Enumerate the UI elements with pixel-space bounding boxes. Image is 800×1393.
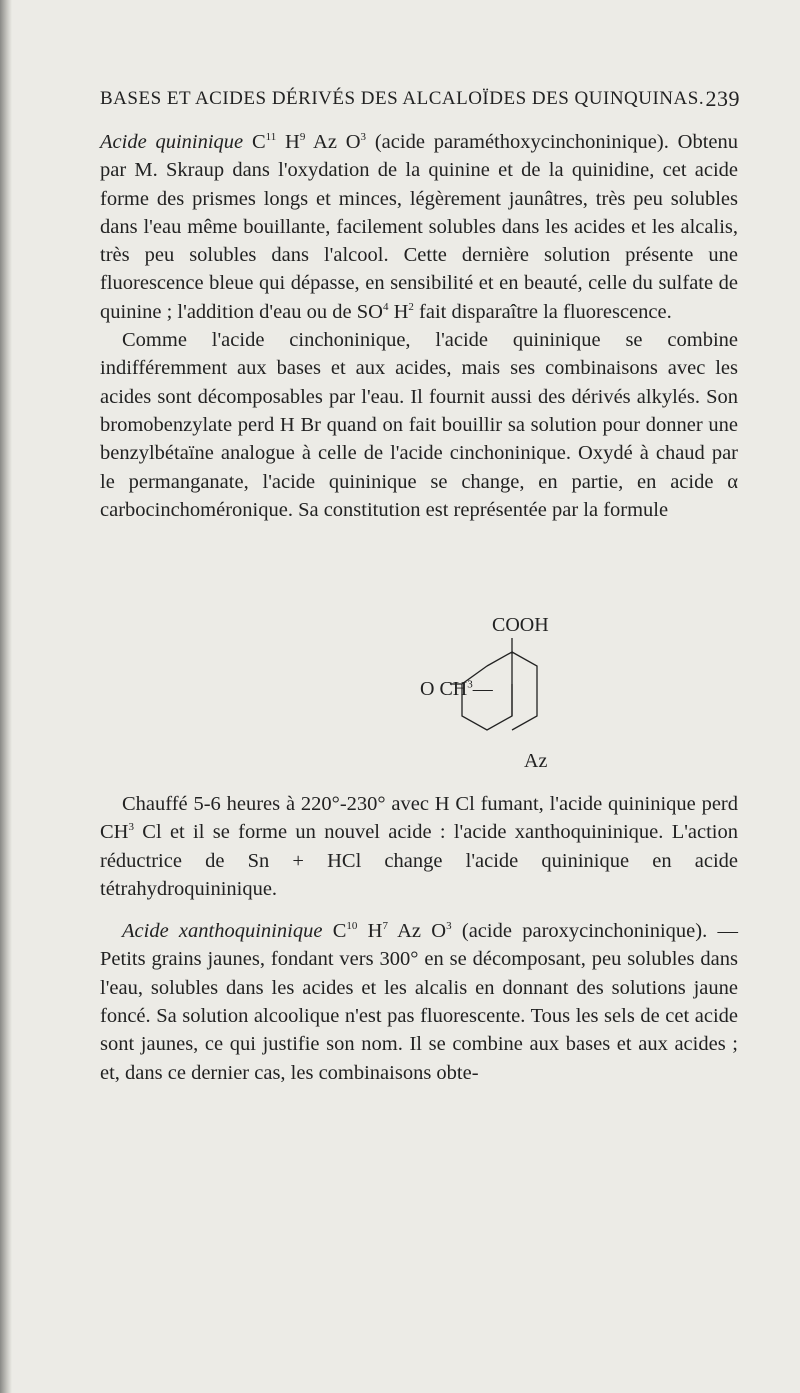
page-number: 239 <box>705 86 740 111</box>
methoxy-label: O $CH^3—$ <box>420 678 493 700</box>
running-header <box>100 88 740 110</box>
compound-name: Acide quininique <box>100 131 244 153</box>
cooh-label: COOH <box>492 614 549 636</box>
paragraph-text: Obtenu par M. Skraup dans l'oxydation de la quinine et de la quinidine, cet acide forme des prismes longs et minces, légèrement jaunâtres, très peu solubles dans l'eau même bouillante, facilement solubles dans les acides et les alcalis, très peu solubles dans l'alcool. Cette dernière solution présente une fluorescence bleue qui dépasse, en sensibilité et en beauté, celle du sulfate de quinine ; l'addition d'eau ou de SO <box>100 131 739 323</box>
molecular-formula: $C^{11}$ $H^9$ Az $O^3$ <box>251 131 367 153</box>
compound-name-2: Acide xanthoquininique <box>122 920 323 943</box>
section-continuation <box>100 790 738 1087</box>
molecular-formula-2: $C^{10}$ $H^7$ Az $O^3$ <box>332 920 452 943</box>
paragraph-xanthoquininique: Acide xanthoquininique $C^{10}$ $H^7$ Az $O^3$ (acide paroxycinchoninique). — Petits grains jaunes, fondant vers 300° en se décomposant, peu solubles dans l'eau, solubles dans les acides et les alcalis en donnant des solutions jaune foncé. Sa solution alcoolique n'est pas fluorescente. Tous les sels de cet acide sont jaunes, ce qui justifie son nom. Il se combine aux bases et aux acides ; et, dans ce dernier cas, les combinaisons obte- <box>100 920 738 1084</box>
page-binding-edge <box>0 0 12 1393</box>
running-title: BASES ET ACIDES DÉRIVÉS DES ALCALOÏDES DES QUINQUINAS. <box>100 88 705 109</box>
paragraph-heating: Chauffé 5-6 heures à 220°-230° avec H Cl fumant, l'acide quininique perd $CH^3$ Cl et il se forme un nouvel acide : l'acide xanthoquininique. L'action réductrice de Sn + HCl change l'acide quininique en acide tétrahydroquininique. <box>100 793 738 900</box>
structural-formula <box>420 614 620 784</box>
paragraph-combination: Comme l'acide cinchoninique, l'acide quininique se combine indifféremment aux bases et aux acides, mais ses combinaisons avec les acides sont décomposables par l'eau. Il fournit aussi des dérivés alkylés. Son bromobenzylate perd H Br quand on fait bouillir sa solution pour donner une benzylbétaïne analogue à celle de l'acide cinchoninique. Oxydé à chaud par le permanganate, l'acide quininique se change, en partie, en acide α carbocinchoméronique. Sa constitution est représentée par la formule <box>100 329 738 521</box>
section-acide-quininique <box>100 128 738 524</box>
nitrogen-label: Az <box>524 750 548 772</box>
paragraph-intro: Acide quininique $C^{11}$ $H^9$ Az $O^3$ (acide paraméthoxycinchoninique). Obtenu par M. Skraup dans l'oxydation de la quinine et de la quinidine, cet acide forme des prismes longs et minces, légèrement jaunâtres, très peu solubles dans l'eau même bouillante, facilement solubles dans les acides et les alcalis, très peu solubles dans l'alcool. Cette dernière solution présente une fluorescence bleue qui dépasse, en sensibilité et en beauté, celle du sulfate de quinine ; l'addition d'eau ou de $SO^4$ $H^2$ fait disparaître la fluorescence. <box>100 131 739 323</box>
